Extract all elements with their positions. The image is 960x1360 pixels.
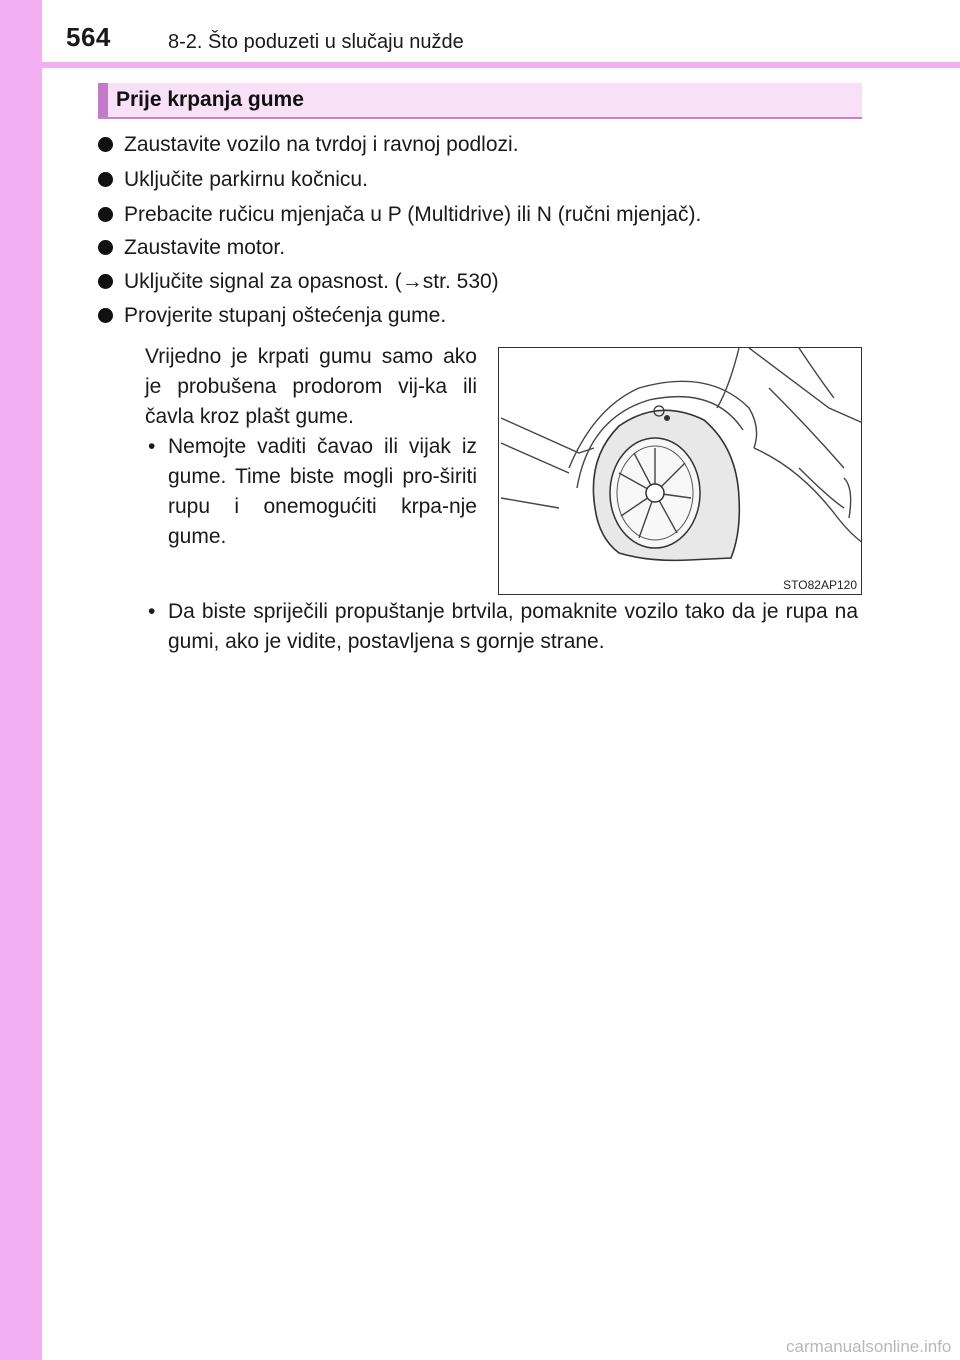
section-heading-box (98, 83, 862, 119)
section-title: Prije krpanja gume (116, 88, 304, 111)
bullet-item (98, 167, 368, 193)
bullet-dot-icon (98, 274, 113, 289)
bullet-dot-icon (98, 137, 113, 152)
sub-item-text: Da biste spriječili propuštanje brtvila, pomaknite vozilo tako da je rupa na gumi, ako je vidite, postavljena s gornje strane. (168, 600, 858, 653)
section-accent-bar (98, 83, 108, 117)
bullet-item (98, 303, 446, 329)
bullet-dot-icon (98, 207, 113, 222)
sub-item (148, 597, 858, 657)
car-wheel-drawing (499, 348, 862, 595)
bullet-text: Zaustavite motor. (124, 236, 286, 259)
sub-bullet-marker: • (148, 435, 156, 458)
flat-tire-illustration (498, 347, 862, 595)
bullet-text: Prebacite ručicu mjenjača u P (Multidrive) ili N (ručni mjenjač). (124, 203, 702, 226)
bullet-text: Provjerite stupanj oštećenja gume. (124, 304, 447, 327)
bullet-text: Uključite parkirnu kočnicu. (124, 168, 368, 191)
bullet-item (98, 202, 701, 228)
sub-item (148, 432, 477, 552)
header-rule (42, 62, 960, 68)
bullet-text: Zaustavite vozilo na tvrdoj i ravnoj podlozi. (124, 133, 519, 156)
detail-paragraph: Vrijedno je krpati gumu samo ako je probušena prodorom vij-ka ili čavla kroz plašt gume. (145, 345, 477, 428)
side-color-band (0, 0, 42, 1360)
bullet-dot-icon (98, 172, 113, 187)
bullet-text: Uključite signal za opasnost. (→str. 530) (124, 270, 499, 293)
illustration-code: STO82AP120 (783, 578, 857, 592)
sub-item-text: Nemojte vaditi čavao ili vijak iz gume. Time biste mogli pro-širiti rupu i onemogućiti krpa-nje gume. (168, 435, 477, 548)
bullet-dot-icon (98, 240, 113, 255)
watermark: carmanualsonline.info (786, 1337, 952, 1356)
bullet-item (98, 269, 499, 295)
bullet-item (98, 235, 285, 261)
page-number: 564 (66, 22, 111, 52)
sub-bullet-marker: • (148, 600, 156, 623)
bullet-item (98, 132, 519, 158)
chapter-title: 8-2. Što poduzeti u slučaju nužde (168, 31, 464, 53)
bullet-dot-icon (98, 308, 113, 323)
